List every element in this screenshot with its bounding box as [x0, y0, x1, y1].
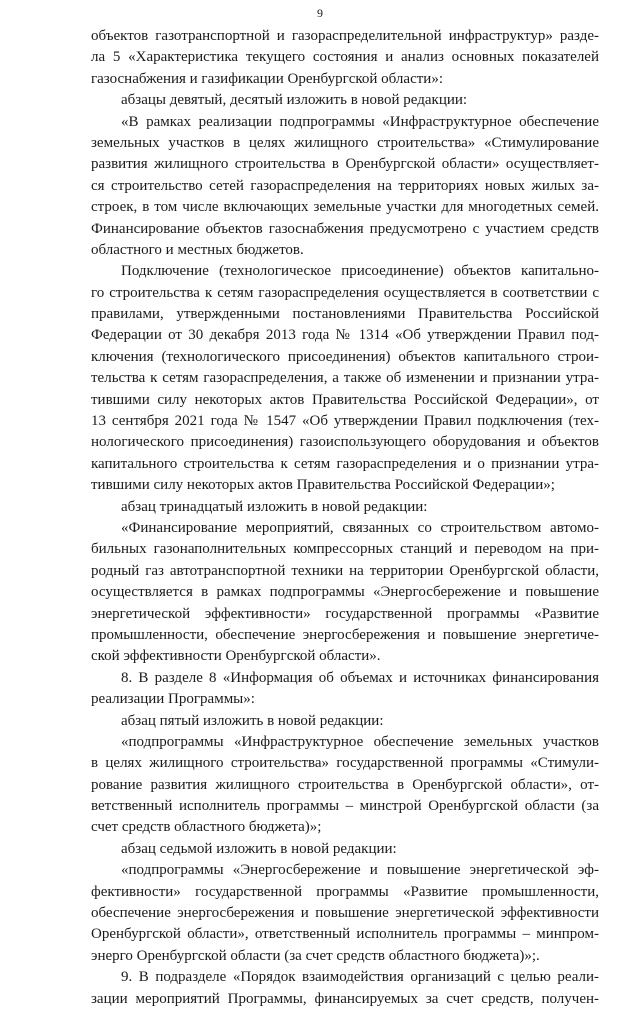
text-line: «Финансирование мероприятий, связанных со строительством автомо- — [121, 519, 599, 536]
text-line: правилами, утвержденными постановлениями Правительства Российской — [91, 306, 599, 323]
text-line: обеспечение энергосбережения и повышение энергетической эффективности — [91, 905, 599, 922]
text-line: капитального строительства к сетям газораспределения и о признании утра- — [91, 455, 599, 472]
text-line: абзац седьмой изложить в новой редакции: — [121, 840, 397, 857]
text-line: бильных газонаполнительных компрессорных станций и переводом на при- — [91, 541, 599, 558]
text-line: ской эффективности Оренбургской области». — [91, 648, 381, 665]
text-line: ключения (технологического присоединения) объектов капитального строи- — [91, 348, 599, 365]
text-line: счет средств областного бюджета)»; — [91, 819, 322, 836]
text-line: развития жилищного строительства в Оренбургской области» осуществляет- — [91, 156, 599, 173]
text-line: 8. В разделе 8 «Информация об объемах и источниках финансирования — [121, 669, 599, 686]
text-line: «В рамках реализации подпрограммы «Инфраструктурное обеспечение — [121, 113, 599, 130]
text-line: Федерации от 30 декабря 2013 года № 1314 «Об утверждении Правил под- — [91, 327, 599, 344]
text-line: ла 5 «Характеристика текущего состояния и анализ основных показателей — [91, 49, 599, 66]
text-line: энергетической эффективности» государственной программы «Развитие — [91, 605, 599, 622]
text-line: 9. В подразделе «Порядок взаимодействия организаций с целью реали- — [121, 969, 599, 986]
text-line: объектов газотранспортной и газораспределительной инфраструктур» разде- — [91, 28, 599, 44]
text-line: тившими силу некоторых актов Правительства Российской Федерации»; — [91, 477, 555, 494]
text-line: Подключение (технологическое присоединение) объектов капитально- — [121, 263, 599, 280]
text-line: тельства к сетям газораспределения, а также об изменении и признании утра- — [91, 370, 599, 387]
text-line: газоснабжения и газификации Оренбургской области»: — [91, 70, 443, 87]
text-line: абзацы девятый, десятый изложить в новой редакции: — [121, 92, 468, 109]
text-line: областного и местных бюджетов. — [91, 241, 304, 258]
text-line: рование развития жилищного строительства в Оренбургской области», от- — [91, 776, 599, 793]
text-line: осуществляется в рамках подпрограммы «Энергосбережение и повышение — [91, 584, 599, 601]
text-line: фективности» государственной программы «Развитие промышленности, — [91, 883, 599, 900]
text-line: энерго Оренбургской области (за счет средств областного бюджета)»;. — [91, 947, 540, 964]
text-line: промышленности, обеспечение энергосбережения и повышение энергетиче- — [91, 626, 599, 643]
text-line: тившими силу некоторых актов Правительства Российской Федерации», от — [91, 391, 599, 408]
text-line: нологического присоединения) газоиспользующего оборудования и объектов — [91, 434, 599, 451]
text-line: «подпрограммы «Инфраструктурное обеспечение земельных участков — [121, 733, 599, 750]
text-line: Оренбургской области», ответственный исполнитель программы – минпром- — [91, 926, 599, 943]
text-line: го строительства к сетям газораспределения осуществляется в соответствии с — [91, 284, 599, 301]
text-line: абзац пятый изложить в новой редакции: — [121, 712, 384, 729]
text-line: строек, в том числе включающих земельные участки для многодетных семей. — [91, 199, 599, 216]
text-line: ветственный исполнитель программы – минстрой Оренбургской области (за — [91, 798, 599, 815]
text-line: 13 сентября 2021 года № 1547 «Об утверждении Правил подключения (тех- — [91, 413, 599, 430]
text-line: ся строительство сетей газораспределения на территориях новых жилых за- — [91, 177, 599, 194]
text-line: реализации Программы»: — [91, 691, 255, 708]
text-line: Финансирование объектов газоснабжения предусмотрено с участием средств — [91, 220, 599, 237]
text-line: «подпрограммы «Энергосбережение и повышение энергетической эф- — [121, 862, 599, 879]
text-line: земельных участков в целях жилищного строительства» «Стимулирование — [91, 134, 599, 151]
document-body — [91, 26, 599, 1010]
page-number: 9 — [317, 6, 323, 20]
text-line: в целях жилищного строительства» государственной программы «Стимули- — [91, 755, 599, 772]
text-line: родный газ автотранспортной техники на территории Оренбургской области, — [91, 562, 599, 579]
text-line: абзац тринадцатый изложить в новой редакции: — [121, 498, 428, 515]
text-line: зации мероприятий Программы, финансируемых за счет средств, получен- — [91, 990, 599, 1007]
